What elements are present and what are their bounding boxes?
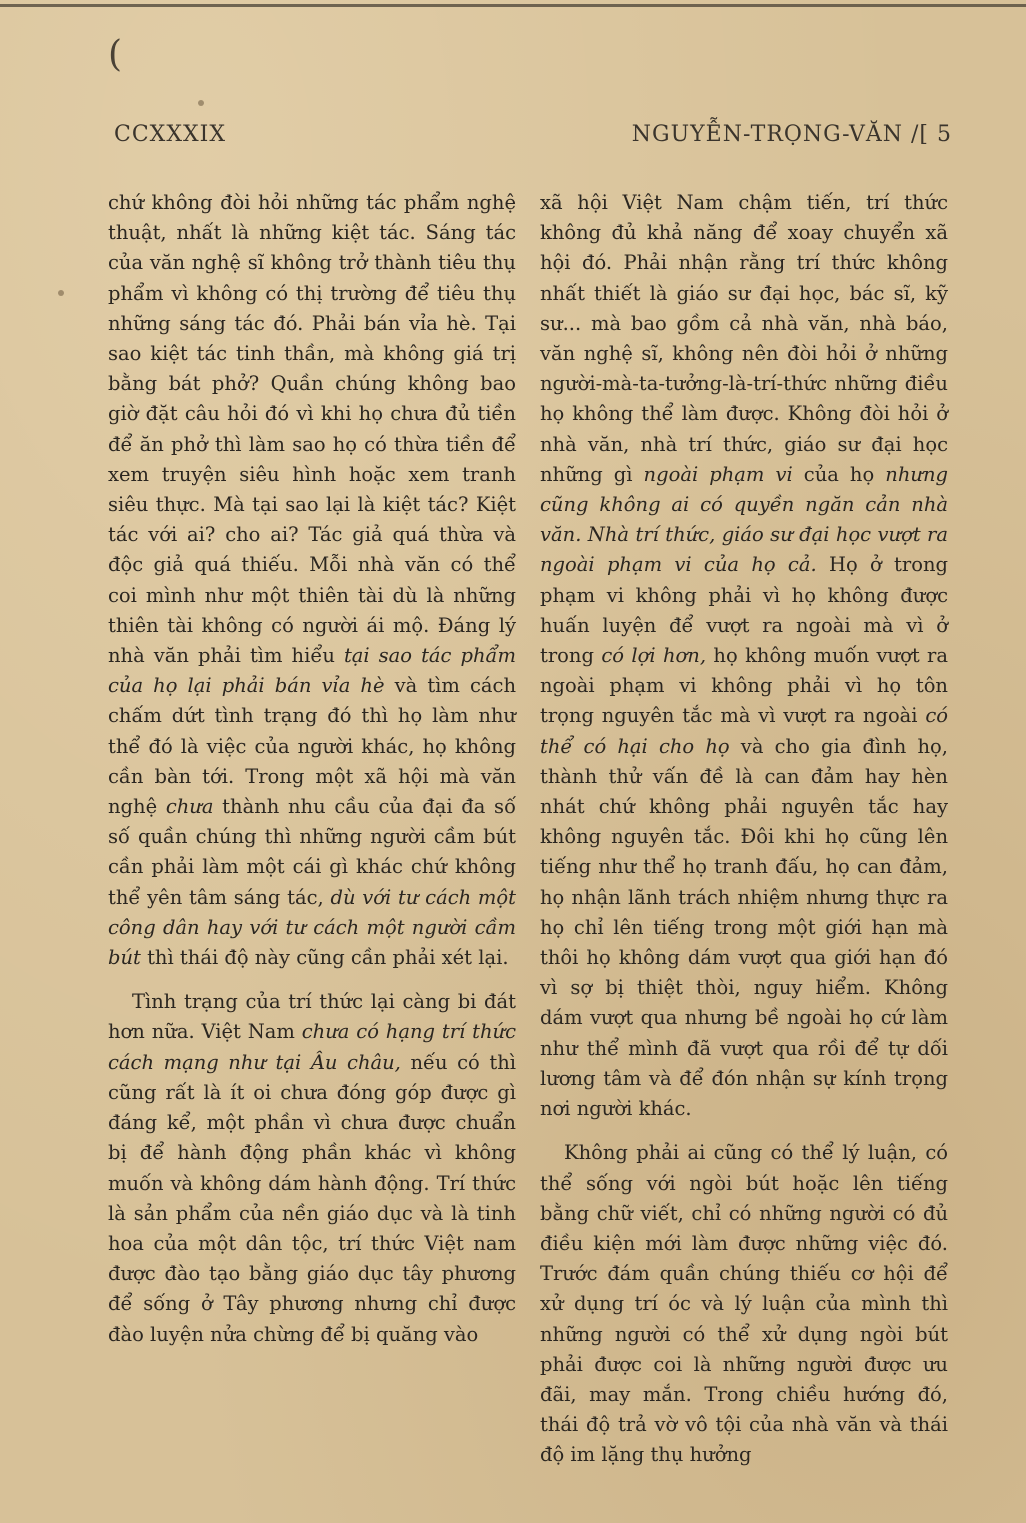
italic-run: nhưng cũng không ai có quyền ngăn cản nhà văn. Nhà trí thức, giáo sư đại học vượt ra ngoài phạm vi của họ cả. bbox=[540, 462, 949, 577]
text-run: và cho gia đình họ, thành thử vấn đề là can đảm hay hèn nhát chứ không phải nguyên tắc hay không nguyên tắc. Đôi khi họ cũng lên tiếng như thể họ tranh đấu, họ can đảm, họ nhận lãnh trách nhiệm nhưng thực ra họ chỉ lên tiếng trong một giới hạn mà thôi họ không dám vượt qua giới hạn đó vì sợ bị thiệt thòi, nguy hiểm. Không dám vượt qua nhưng bề ngoài họ cứ làm như thể mình đã vượt qua rồi để tự dối lương tâm và để đón nhận sự kính trọng nơi người khác. bbox=[540, 734, 948, 1121]
text-run: xã hội Việt Nam chậm tiến, trí thức không đủ khả năng để xoay chuyển xã hội đó. Phải nhận rằng trí thức không nhất thiết là giáo sư đại học, bác sĩ, kỹ sư... mà bao gồm cả nhà văn, nhà báo, văn nghệ sĩ, không nên đòi hỏi ở những người-mà-ta-tưởng-là-trí-thức những điều họ không thể làm được. Không đòi hỏi ở nhà văn, nhà trí thức, giáo sư đại học những gì bbox=[540, 191, 948, 486]
text-run: thành nhu cầu của đại đa số số quần chúng thì những người cầm bút cần phải làm một cái gì khác chứ không thể yên tâm sáng tác, bbox=[108, 795, 516, 909]
ink-speck bbox=[198, 100, 204, 106]
ink-speck bbox=[58, 290, 64, 296]
text-run: chứ không đòi hỏi những tác phẩm nghệ thuật, nhất là những kiệt tác. Sáng tác của văn nghệ sĩ không trở thành tiêu thụ phẩm vì không có thị trường để tiêu thụ những sáng tác đó. Phải bán vỉa hè. Tại sao kiệt tác tinh thần, mà không giá trị bằng bát phở? Quần chúng không bao giờ đặt câu hỏi đó vì khi họ chưa đủ tiền để ăn phở thì làm sao họ có thừa tiền để xem truyện siêu hình hoặc xem tranh siêu thực. Mà tại sao lại là kiệt tác? Kiệt tác với ai? cho ai? Tác giả quá thừa và độc giả quá thiếu. Mỗi nhà văn có thể coi mình như một thiên tài dù là những thiên tài không có người ái mộ. Đáng lý nhà văn phải tìm hiểu bbox=[108, 191, 516, 668]
text-run: Tình trạng của trí thức lại càng bi đát hơn nữa. Việt Nam bbox=[108, 990, 516, 1044]
top-edge-rule bbox=[0, 4, 1026, 7]
text-run: và tìm cách chấm dứt tình trạng đó thì họ làm như thể đó là việc của người khác, họ không cần bàn tới. Trong một xã hội mà văn nghệ bbox=[108, 674, 516, 819]
right-column bbox=[540, 188, 948, 1471]
text-run: của họ bbox=[792, 462, 886, 486]
header-author: NGUYỄN-TRỌNG-VĂN /[ 5 bbox=[631, 122, 952, 147]
text-run: Họ ở trong phạm vi không phải vì họ không được huấn luyện để vượt ra ngoài mà vì ở trong bbox=[540, 553, 948, 668]
text-run: Không phải ai cũng có thể lý luận, có thể sống với ngòi bút hoặc lên tiếng bằng chữ viết, chỉ có những người có đủ điều kiện mới làm được những việc đó. Trước đám quần chúng thiếu cơ hội để xử dụng trí óc và lý luận của mình thì những người có thể xử dụng ngòi bút phải được coi là những người được ưu đãi, may mắn. Trong chiều hướng đó, thái độ trả vờ vô tội của nhà văn và thái độ im lặng thụ hưởng bbox=[540, 1141, 948, 1467]
paragraph bbox=[108, 188, 516, 973]
paragraph bbox=[540, 188, 948, 1124]
italic-run: có thể có hại cho họ bbox=[540, 704, 948, 758]
paragraph bbox=[108, 987, 516, 1349]
text-run: họ không muốn vượt ra ngoài phạm vi không phải vì họ tôn trọng nguyên tắc mà vì vượt ra ngoài bbox=[540, 644, 948, 728]
text-run: nếu có thì cũng rất là ít oi chưa đóng góp được gì đáng kể, một phần vì chưa được chuẩn bị để hành động phần khác vì không muốn và không dám hành động. Trí thức là sản phẩm của nền giáo dục và là tinh hoa của một dân tộc, trí thức Việt nam được đào tạo bằng giáo dục tây phương để sống ở Tây phương nhưng chỉ được đào luyện nửa chừng để bị quăng vào bbox=[108, 1050, 516, 1346]
italic-run: dù với tư cách một công dân hay với tư cách một người cầm bút bbox=[108, 885, 516, 970]
italic-run: tại sao tác phẩm của họ lại phải bán vỉa hè bbox=[108, 644, 516, 698]
header-page-number: CCXXXIX bbox=[114, 122, 227, 147]
italic-run: có lợi hơn, bbox=[601, 644, 707, 668]
text-run: thì thái độ này cũng cần phải xét lại. bbox=[140, 946, 509, 970]
italic-run: ngoài phạm vi bbox=[643, 462, 793, 486]
italic-run: chưa bbox=[165, 795, 214, 819]
corner-handwritten-mark: ( bbox=[108, 34, 123, 75]
left-column bbox=[108, 188, 516, 1350]
paragraph bbox=[540, 1138, 948, 1470]
italic-run: chưa có hạng trí thức cách mạng như tại Âu châu, bbox=[108, 1020, 516, 1074]
running-header bbox=[114, 122, 952, 158]
